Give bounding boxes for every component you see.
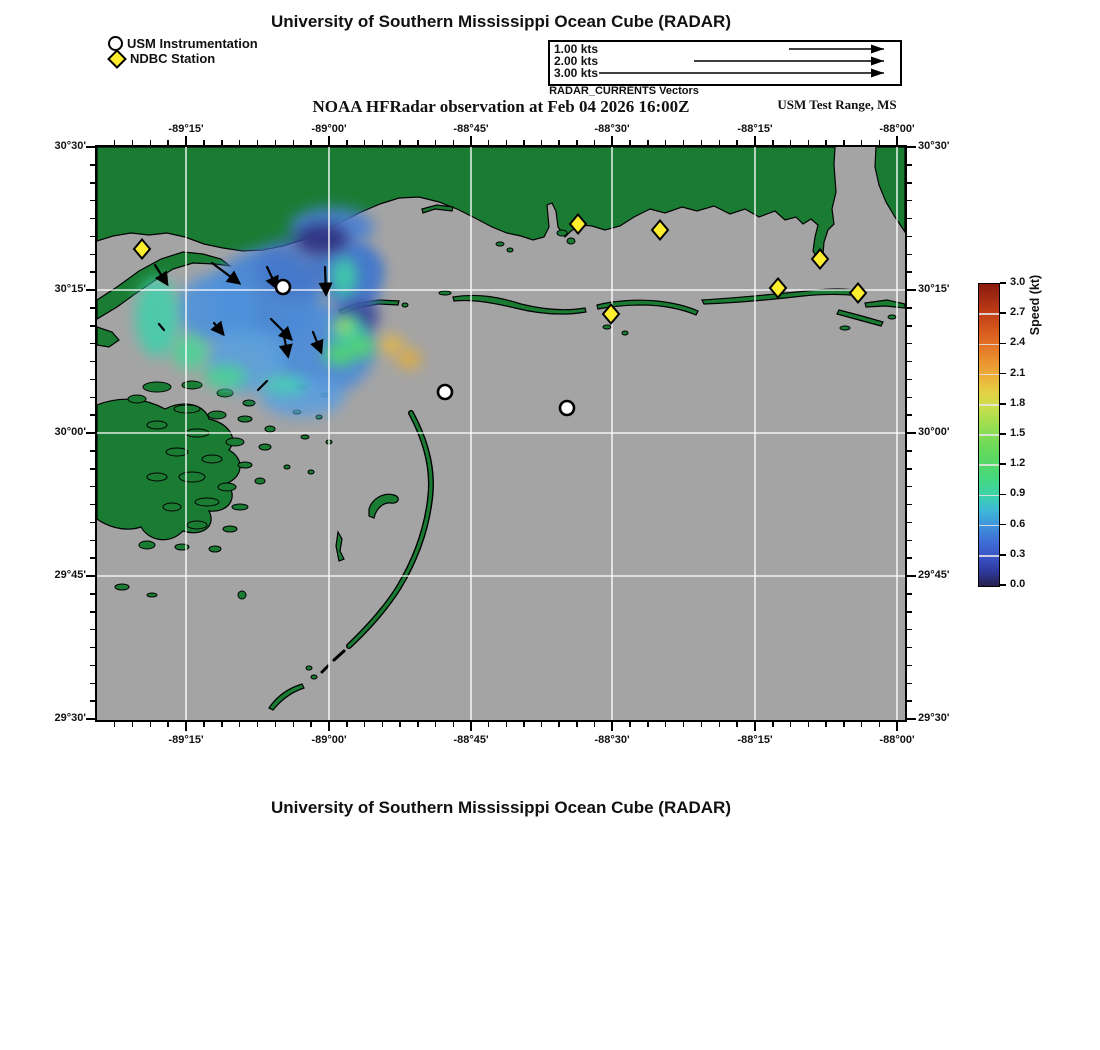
axis-tick (90, 540, 95, 542)
axis-tick (907, 379, 912, 381)
axis-tick (90, 629, 95, 631)
axis-tick (90, 307, 95, 309)
current-arrow (325, 267, 326, 294)
ndbc-station-marker (570, 215, 586, 234)
axis-tick (86, 432, 95, 434)
y-axis-label-right: 29°45' (918, 569, 950, 581)
colorbar-tick-label: 0.6 (1010, 517, 1026, 530)
axis-tick (417, 140, 419, 145)
axis-tick (90, 343, 95, 345)
axis-tick (907, 432, 916, 434)
vector-scale-label: 3.00 kts (554, 66, 599, 80)
axis-tick (907, 218, 912, 220)
legend-row-usm (108, 36, 258, 51)
colorbar (978, 283, 1000, 587)
y-axis-label-left: 30°00' (54, 426, 86, 438)
axis-tick (907, 343, 912, 345)
axis-tick (879, 140, 881, 145)
axis-tick (907, 325, 912, 327)
axis-tick (488, 722, 490, 727)
axis-tick (90, 593, 95, 595)
axis-tick (275, 140, 277, 145)
axis-tick (665, 722, 667, 727)
colorbar-title: Speed (kt) (1028, 274, 1042, 336)
axis-tick (647, 140, 649, 145)
axis-tick (594, 722, 596, 727)
axis-tick (90, 647, 95, 649)
axis-tick (629, 722, 631, 727)
axis-tick (907, 450, 912, 452)
x-axis-label-top: -88°00' (879, 123, 915, 135)
current-vectors (155, 263, 326, 390)
axis-tick (86, 575, 95, 577)
axis-tick (790, 722, 792, 727)
colorbar-segment-line (979, 464, 999, 466)
test-range-label: USM Test Range, MS (777, 97, 897, 112)
axis-tick (683, 722, 685, 727)
usm-legend-label: USM Instrumentation (127, 36, 258, 51)
axis-tick (719, 140, 721, 145)
axis-tick (907, 289, 916, 291)
colorbar-tick (1000, 463, 1006, 465)
y-axis-label-left: 30°15' (54, 283, 86, 295)
axis-tick (772, 140, 774, 145)
axis-tick (346, 140, 348, 145)
axis-tick (907, 486, 912, 488)
usm-instrumentation-marker (438, 385, 452, 399)
axis-tick (843, 722, 845, 727)
axis-tick (453, 140, 455, 145)
axis-tick (382, 722, 384, 727)
vector-scale-caption: RADAR_CURRENTS Vectors (549, 85, 699, 97)
axis-tick (167, 140, 169, 145)
axis-tick (90, 450, 95, 452)
axis-tick (843, 140, 845, 145)
colorbar-segment-line (979, 344, 999, 346)
axis-tick (90, 700, 95, 702)
axis-tick (907, 522, 912, 524)
axis-tick (541, 140, 543, 145)
x-axis-label-bottom: -88°00' (879, 734, 915, 746)
y-axis-label-left: 29°30' (54, 712, 86, 724)
axis-tick (132, 722, 134, 727)
axis-tick (665, 140, 667, 145)
axis-tick (907, 307, 912, 309)
axis-tick (435, 140, 437, 145)
axis-tick (221, 722, 223, 727)
axis-tick (114, 722, 116, 727)
axis-tick (907, 557, 912, 559)
x-axis-label-bottom: -89°00' (311, 734, 347, 746)
axis-tick (907, 468, 912, 470)
axis-tick (907, 611, 912, 613)
axis-tick (453, 722, 455, 727)
colorbar-tick (1000, 282, 1006, 284)
axis-tick (683, 140, 685, 145)
x-axis-label-top: -88°45' (453, 123, 489, 135)
axis-tick (594, 140, 596, 145)
axis-tick (90, 665, 95, 667)
axis-tick (576, 722, 578, 727)
current-arrow (155, 265, 167, 284)
ndbc-station-marker (770, 279, 786, 298)
colorbar-tick-label: 1.2 (1010, 457, 1026, 470)
axis-tick (719, 722, 721, 727)
ndbc-legend-label: NDBC Station (130, 51, 216, 66)
axis-tick (907, 665, 912, 667)
axis-tick (754, 136, 756, 145)
axis-tick (185, 722, 187, 731)
colorbar-tick (1000, 373, 1006, 375)
y-axis-label-left: 30°30' (54, 140, 86, 152)
axis-tick (90, 361, 95, 363)
axis-tick (185, 136, 187, 145)
axis-tick (399, 722, 401, 727)
colorbar-tick (1000, 554, 1006, 556)
axis-tick (150, 722, 152, 727)
legend-row-ndbc (108, 51, 258, 66)
axis-tick (736, 140, 738, 145)
axis-tick (86, 289, 95, 291)
axis-tick (879, 722, 881, 727)
axis-tick (257, 722, 259, 727)
axis-tick (576, 140, 578, 145)
vector-scale-label: 1.00 kts (554, 42, 599, 56)
colorbar-tick-label: 0.0 (1010, 578, 1026, 590)
colorbar-tick-label: 0.3 (1010, 547, 1026, 560)
axis-tick (907, 629, 912, 631)
axis-tick (470, 722, 472, 731)
axis-tick (896, 722, 898, 731)
colorbar-segment-line (979, 525, 999, 527)
current-arrow (214, 323, 223, 334)
colorbar-tick (1000, 343, 1006, 345)
axis-tick (90, 164, 95, 166)
axis-tick (611, 136, 613, 145)
axis-tick (328, 722, 330, 731)
axis-tick (772, 722, 774, 727)
axis-tick (907, 254, 912, 256)
colorbar-tick-label: 2.4 (1010, 336, 1026, 349)
axis-tick (907, 361, 912, 363)
colorbar-tick-label: 2.1 (1010, 366, 1026, 379)
axis-tick (907, 146, 916, 148)
axis-tick (293, 140, 295, 145)
usm-instrumentation-marker (276, 280, 290, 294)
axis-tick (382, 140, 384, 145)
x-axis-label-bottom: -88°30' (594, 734, 630, 746)
axis-tick (825, 722, 827, 727)
axis-tick (364, 140, 366, 145)
axis-tick (907, 683, 912, 685)
map-overlay-layer (97, 147, 905, 720)
axis-tick (86, 718, 95, 720)
axis-tick (907, 200, 912, 202)
y-axis-label-right: 30°00' (918, 426, 950, 438)
axis-tick (558, 722, 560, 727)
y-axis-label-right: 30°30' (918, 140, 950, 152)
axis-tick (90, 414, 95, 416)
axis-tick (239, 140, 241, 145)
axis-tick (114, 140, 116, 145)
axis-tick (861, 722, 863, 727)
vector-scale-box (548, 40, 902, 86)
y-axis-label-right: 29°30' (918, 712, 950, 724)
axis-tick (907, 414, 912, 416)
colorbar-tick (1000, 403, 1006, 405)
colorbar-tick (1000, 494, 1006, 496)
colorbar-segment-line (979, 495, 999, 497)
x-axis-label-top: -88°15' (737, 123, 773, 135)
colorbar-segment-line (979, 313, 999, 315)
vector-scale-label: 2.00 kts (554, 54, 599, 68)
axis-tick (203, 140, 205, 145)
axis-tick (364, 722, 366, 727)
axis-tick (90, 200, 95, 202)
axis-tick (907, 182, 912, 184)
axis-tick (90, 236, 95, 238)
axis-tick (907, 593, 912, 595)
stations (134, 215, 866, 416)
axis-tick (90, 271, 95, 273)
x-axis-label-bottom: -89°15' (168, 734, 204, 746)
x-axis-label-bottom: -88°15' (737, 734, 773, 746)
axis-tick (907, 397, 912, 399)
y-axis-label-right: 30°15' (918, 283, 950, 295)
axis-tick (90, 486, 95, 488)
colorbar-tick (1000, 312, 1006, 314)
vector-scale-arrows (550, 42, 896, 80)
axis-tick (310, 140, 312, 145)
axis-tick (701, 722, 703, 727)
axis-tick (907, 164, 912, 166)
axis-tick (435, 722, 437, 727)
colorbar-segment-line (979, 404, 999, 406)
colorbar-tick-label: 3.0 (1010, 276, 1026, 288)
axis-tick (90, 218, 95, 220)
ndbc-station-marker (850, 284, 866, 303)
ndbc-station-icon (107, 49, 127, 69)
axis-tick (907, 236, 912, 238)
axis-tick (150, 140, 152, 145)
axis-tick (239, 722, 241, 727)
axis-tick (790, 140, 792, 145)
axis-tick (896, 136, 898, 145)
axis-tick (90, 683, 95, 685)
axis-tick (808, 140, 810, 145)
axis-tick (470, 136, 472, 145)
axis-tick (310, 722, 312, 727)
axis-tick (203, 722, 205, 727)
current-arrow (212, 263, 239, 283)
axis-tick (90, 325, 95, 327)
axis-tick (506, 140, 508, 145)
axis-tick (167, 722, 169, 727)
ndbc-station-marker (812, 250, 828, 269)
x-axis-label-top: -89°00' (311, 123, 347, 135)
ndbc-station-marker (134, 240, 150, 259)
figure-title-bottom: University of Southern Mississippi Ocean Cube (RADAR) (270, 798, 731, 817)
axis-tick (736, 722, 738, 727)
usm-instrumentation-marker (560, 401, 574, 415)
colorbar-segment-line (979, 434, 999, 436)
axis-tick (90, 468, 95, 470)
axis-tick (907, 647, 912, 649)
colorbar-tick (1000, 584, 1006, 586)
axis-tick (346, 722, 348, 727)
axis-tick (861, 140, 863, 145)
axis-tick (907, 271, 912, 273)
axis-tick (754, 722, 756, 731)
axis-tick (86, 146, 95, 148)
map (95, 145, 907, 722)
ndbc-station-marker (603, 305, 619, 324)
x-axis-label-bottom: -88°45' (453, 734, 489, 746)
axis-tick (907, 575, 916, 577)
x-axis-label-top: -89°15' (168, 123, 204, 135)
colorbar-tick (1000, 433, 1006, 435)
colorbar-tick-label: 2.7 (1010, 306, 1026, 319)
axis-tick (523, 722, 525, 727)
axis-tick (275, 722, 277, 727)
current-arrow (258, 381, 267, 390)
axis-tick (523, 140, 525, 145)
axis-tick (90, 611, 95, 613)
symbol-legend (108, 36, 258, 66)
axis-tick (506, 722, 508, 727)
axis-tick (907, 504, 912, 506)
axis-tick (90, 522, 95, 524)
axis-tick (90, 557, 95, 559)
axis-tick (132, 140, 134, 145)
axis-tick (90, 397, 95, 399)
axis-tick (328, 136, 330, 145)
axis-tick (417, 722, 419, 727)
axis-tick (558, 140, 560, 145)
current-arrow (271, 319, 291, 339)
axis-tick (629, 140, 631, 145)
current-arrow (313, 332, 321, 352)
axis-tick (221, 140, 223, 145)
axis-tick (399, 140, 401, 145)
axis-tick (611, 722, 613, 731)
axis-tick (541, 722, 543, 727)
axis-tick (907, 718, 916, 720)
colorbar-tick-label: 0.9 (1010, 487, 1026, 500)
colorbar-tick-label: 1.8 (1010, 396, 1026, 409)
axis-tick (825, 140, 827, 145)
axis-tick (257, 140, 259, 145)
colorbar-tick-label: 1.5 (1010, 427, 1026, 439)
y-axis-label-left: 29°45' (54, 569, 86, 581)
axis-tick (907, 540, 912, 542)
figure-title-top: University of Southern Mississippi Ocean Cube (RADAR) (270, 12, 731, 31)
axis-tick (701, 140, 703, 145)
colorbar-segment-line (979, 555, 999, 557)
axis-tick (488, 140, 490, 145)
colorbar-tick (1000, 524, 1006, 526)
axis-tick (808, 722, 810, 727)
ndbc-station-marker (652, 221, 668, 240)
axis-tick (90, 379, 95, 381)
axis-tick (293, 722, 295, 727)
current-arrow (159, 324, 164, 330)
axis-tick (90, 182, 95, 184)
axis-tick (90, 254, 95, 256)
x-axis-label-top: -88°30' (594, 123, 630, 135)
axis-tick (90, 504, 95, 506)
figure-subtitle: NOAA HFRadar observation at Feb 04 2026 16:00Z (312, 97, 690, 116)
axis-tick (647, 722, 649, 727)
colorbar-segment-line (979, 374, 999, 376)
axis-tick (907, 700, 912, 702)
graticule (97, 147, 905, 720)
